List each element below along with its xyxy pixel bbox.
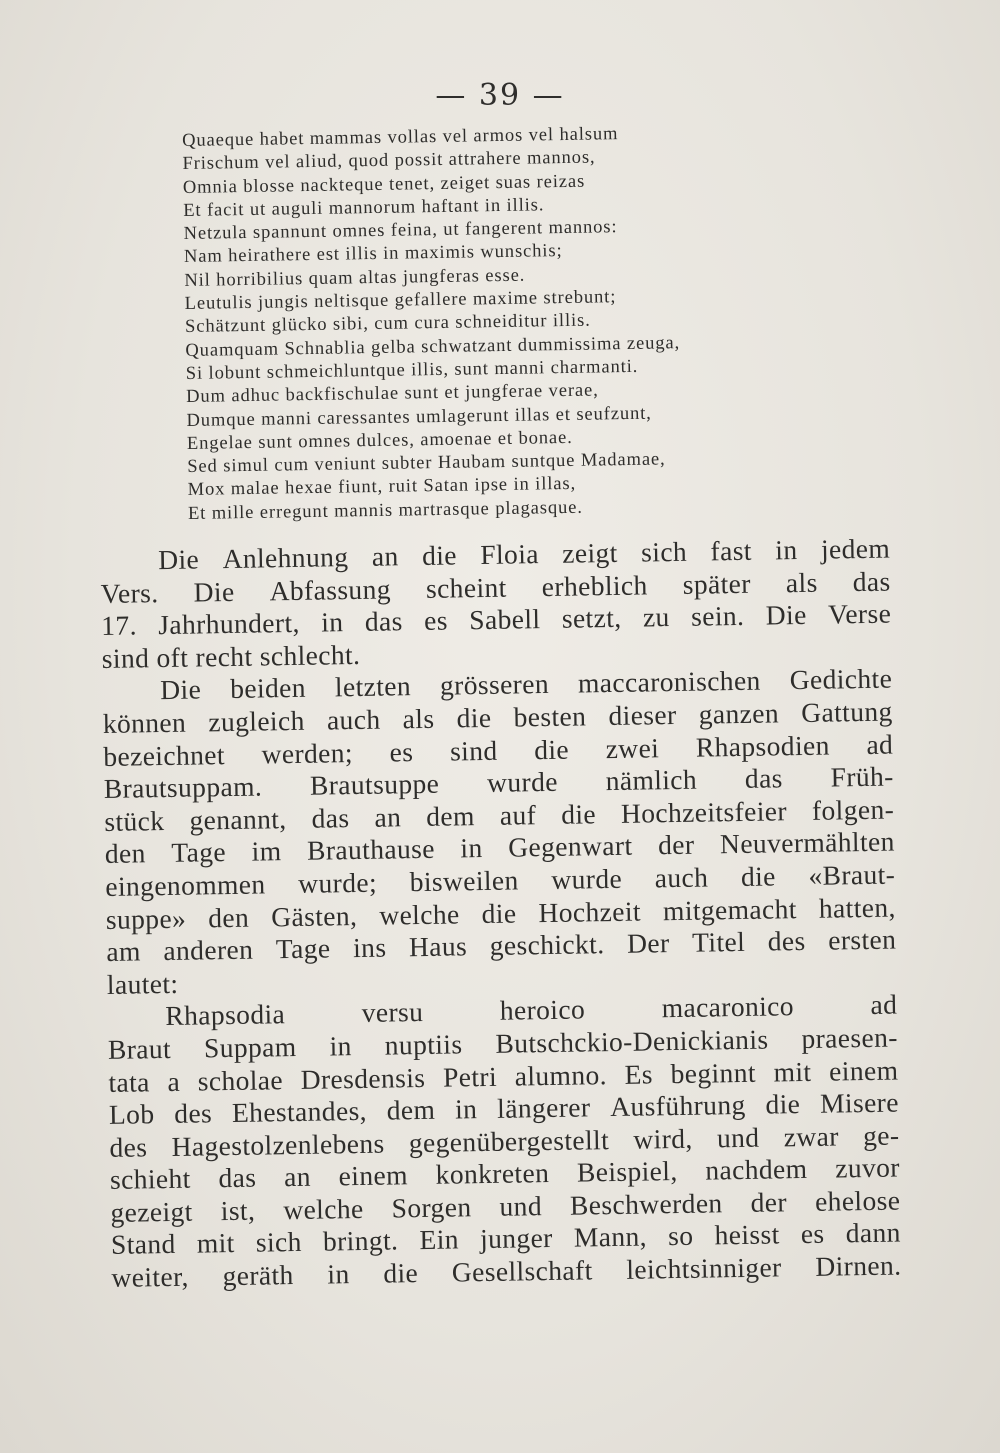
word: mit	[773, 1055, 812, 1087]
word: als	[785, 566, 818, 598]
word: so	[667, 1220, 694, 1252]
verse-line: Dum adhuc backfischulae sunt et jungferae verae,	[186, 380, 599, 408]
word: Rhapsodien	[695, 729, 830, 763]
word: sich	[640, 535, 688, 568]
latin-verse-block	[182, 120, 828, 526]
word: einem	[338, 1159, 409, 1192]
verse-line: Netzula spannunt omnes feina, ut fangerent mannos:	[183, 217, 618, 245]
word: das	[311, 801, 350, 834]
word: in	[320, 606, 344, 638]
word: Neuvermählten	[719, 825, 895, 860]
verse-line: Dumque manni caressantes umlagerunt illas et seufzunt,	[186, 403, 652, 431]
word: Titel	[691, 926, 746, 958]
prose-line: sind oft recht schlecht.	[101, 638, 361, 674]
word: es	[389, 735, 414, 768]
word: a	[167, 1065, 181, 1097]
word: Die	[193, 575, 235, 608]
word: Verse	[827, 597, 892, 630]
word: an	[374, 801, 402, 833]
word: beginnt	[670, 1056, 757, 1089]
word: ist,	[220, 1194, 256, 1227]
word: in	[460, 832, 483, 864]
word: die	[421, 539, 458, 571]
word: an	[371, 540, 399, 572]
word: Ehestandes,	[231, 1094, 368, 1129]
word: Gattung	[801, 695, 893, 728]
word: gegenübergestellt	[408, 1123, 610, 1158]
word: wurde;	[297, 866, 378, 899]
verse-line: Leutulis jungis neltisque gefallere maxime strebunt;	[184, 287, 617, 315]
word: geräth	[222, 1259, 294, 1292]
word: auf	[499, 798, 537, 831]
word: Tage	[275, 932, 331, 965]
word: Brauthause	[306, 833, 436, 867]
word: Haus	[408, 930, 468, 963]
word: Beispiel,	[576, 1155, 678, 1188]
word: grösseren	[439, 668, 550, 702]
verse-line: Quaeque habet mammas vollas vel armos vel halsum	[182, 124, 619, 151]
word: Anlehnung	[222, 541, 349, 575]
word: Die	[160, 673, 202, 706]
word: ad	[870, 988, 898, 1021]
word: welche	[379, 897, 460, 931]
word: den	[104, 837, 146, 870]
word: Vers.	[100, 576, 159, 609]
word: Lob	[108, 1098, 155, 1131]
word: und	[716, 1121, 760, 1154]
page-number: — 39 —	[435, 78, 565, 113]
word: dem	[386, 1093, 436, 1126]
verse-line: Et mille erregunt mannis martrasque plagasque.	[187, 497, 583, 524]
word: Tage	[171, 836, 227, 869]
word: das	[218, 1161, 257, 1194]
word: Misere	[819, 1086, 900, 1119]
word: schieht	[109, 1162, 191, 1196]
word: auch	[654, 861, 709, 894]
word: konkreten	[435, 1157, 550, 1191]
word: zwei	[605, 731, 660, 764]
word: ganzen	[698, 697, 780, 730]
word: ersten	[827, 923, 897, 956]
word: macaronico	[661, 990, 795, 1024]
word: des	[109, 1131, 148, 1163]
word: sein.	[690, 600, 745, 632]
prose-line: lautet:	[106, 967, 179, 1000]
word: zuvor	[834, 1151, 901, 1184]
word: Ausführung	[610, 1089, 746, 1123]
word: eingenommen	[105, 868, 266, 902]
word: das	[364, 605, 403, 638]
verse-line: Quamquam Schnablia gelba schwatzant dummissima zeuga,	[185, 332, 681, 361]
verse-line: Et facit ut auguli mannorum haftant in illis.	[183, 195, 545, 221]
word: zeigt	[562, 536, 618, 569]
verse-line: Mox malae hexae fiunt, ruit Satan ipse in illas,	[187, 474, 577, 501]
word: anderen	[163, 933, 254, 967]
word: heisst	[714, 1218, 780, 1251]
word: Der	[626, 927, 670, 959]
word: jedem	[820, 532, 891, 565]
word: mitgemacht	[662, 892, 798, 926]
word: Gegenwart	[507, 830, 633, 863]
word: Brautsuppe	[309, 767, 440, 801]
verse-line: Frischum vel aliud, quod possit attrahere mannos,	[182, 147, 596, 175]
word: Früh-	[830, 760, 894, 793]
word: die	[560, 797, 597, 830]
word: setzt,	[561, 602, 622, 634]
word: des	[767, 925, 806, 957]
verse-line: Si lobunt schmeichluntque illis, sunt manni charmanti.	[185, 356, 639, 384]
word: den	[207, 901, 250, 933]
word: folgen-	[811, 793, 895, 826]
word: besten	[513, 700, 587, 733]
word: die	[456, 701, 492, 734]
word: bezeichnet	[103, 738, 226, 772]
word: das	[852, 565, 891, 597]
word: versu	[361, 996, 424, 1029]
word: am	[106, 935, 142, 968]
word: an	[283, 1161, 312, 1193]
word: alumno.	[514, 1058, 608, 1092]
word: es	[800, 1218, 825, 1250]
word: suppe»	[105, 902, 187, 935]
word: sind	[449, 734, 498, 767]
word: es	[423, 604, 449, 637]
word: auch	[326, 703, 381, 736]
word: beiden	[229, 672, 307, 705]
word: Gesellschaft	[451, 1254, 593, 1288]
word: Die	[157, 543, 200, 576]
word: Sorgen	[391, 1191, 472, 1224]
word: des	[174, 1097, 213, 1129]
verse-line: Nil horribilius quam altas jungferas esse.	[184, 265, 526, 291]
word: dem	[426, 799, 476, 832]
word: praesen-	[801, 1021, 899, 1054]
word: mit	[196, 1227, 235, 1260]
word: in	[329, 1030, 352, 1062]
word: hatten,	[818, 891, 896, 924]
verse-line: Sed simul cum veniunt subter Haubam suntque Madamae,	[187, 449, 666, 478]
word: das	[744, 762, 784, 795]
word: Hochzeit	[538, 895, 642, 928]
word: die	[765, 1088, 801, 1120]
word: einem	[828, 1054, 899, 1087]
word: werden;	[261, 736, 354, 770]
word: ins	[352, 931, 387, 964]
word: ehelose	[814, 1184, 901, 1217]
word: in	[454, 1093, 478, 1125]
verse-line: Nam heirathere est illis in maximis wunschis;	[183, 241, 563, 268]
word: im	[251, 835, 282, 867]
word: tata	[108, 1065, 150, 1098]
word: weiter,	[111, 1260, 190, 1293]
word: Gästen,	[270, 899, 358, 932]
word: leichtsinniger	[626, 1251, 782, 1285]
word: dann	[845, 1216, 901, 1249]
word: Hagestolzenlebens	[171, 1127, 385, 1162]
word: die	[533, 733, 570, 765]
word: scholae	[197, 1063, 284, 1097]
word: Rhapsodia	[165, 998, 286, 1032]
word: Dresdensis	[300, 1061, 426, 1095]
word: dieser	[608, 698, 677, 732]
word: ge-	[862, 1119, 900, 1151]
word: später	[682, 567, 752, 600]
word: fast	[710, 534, 753, 567]
word: Petri	[442, 1060, 498, 1093]
word: Die	[765, 599, 807, 631]
word: in	[775, 534, 798, 566]
word: können	[102, 706, 187, 739]
word: welche	[283, 1192, 364, 1226]
word: ad	[866, 728, 894, 760]
word: wurde	[486, 765, 559, 799]
word: zugleich	[208, 704, 305, 738]
word: als	[402, 702, 435, 735]
word: Gedichte	[789, 662, 893, 696]
word: die	[740, 860, 776, 892]
word: scheint	[425, 571, 507, 604]
german-prose-block	[100, 533, 902, 1295]
word: geschickt.	[489, 928, 605, 962]
word: Mann,	[573, 1220, 648, 1254]
word: nämlich	[605, 763, 698, 797]
word: maccaronischen	[577, 665, 761, 699]
word: letzten	[334, 670, 412, 703]
word: 17.	[101, 609, 138, 642]
word: Stand	[110, 1228, 176, 1261]
word: erheblich	[541, 568, 648, 602]
verse-line: Schätzunt glücko sibi, cum cura schneiditur illis.	[184, 310, 591, 338]
word: junger	[479, 1222, 553, 1255]
word: Beschwerden	[569, 1187, 723, 1221]
word: Suppam	[203, 1030, 297, 1064]
word: Abfassung	[269, 573, 392, 606]
word: in	[327, 1258, 350, 1290]
verse-line: Engelae sunt omnes dulces, amoenae et bonae.	[186, 427, 573, 454]
word: «Braut-	[808, 858, 896, 891]
word: nuptiis	[384, 1028, 463, 1061]
word: zu	[642, 601, 670, 633]
word: bringt.	[322, 1224, 399, 1258]
word: die	[383, 1257, 419, 1289]
word: Dirnen.	[815, 1249, 902, 1282]
word: Jahrhundert,	[158, 607, 301, 641]
word: der	[750, 1186, 788, 1218]
word: und	[499, 1190, 543, 1222]
word: wird,	[633, 1122, 693, 1155]
word: heroico	[499, 993, 586, 1027]
word: gezeigt	[110, 1195, 193, 1228]
word: zwar	[783, 1120, 839, 1153]
word: Hochzeitsfeier	[620, 794, 788, 829]
word: Butschckio-Denickianis	[495, 1023, 769, 1059]
word: längerer	[496, 1091, 591, 1124]
word: stück	[104, 804, 165, 837]
word: genannt,	[189, 802, 287, 836]
word: bisweilen	[409, 864, 519, 898]
word: Ein	[419, 1223, 460, 1256]
word: die	[481, 897, 517, 929]
word: sich	[255, 1226, 303, 1259]
word: wurde	[551, 862, 623, 895]
word: Floia	[480, 538, 540, 571]
word: der	[657, 829, 695, 861]
verse-line: Omnia blosse nackteque tenet, zeiget suas reizas	[182, 171, 586, 198]
word: Es	[624, 1057, 654, 1090]
word: Sabell	[469, 603, 541, 636]
word: Braut	[107, 1032, 172, 1065]
word: nachdem	[705, 1153, 808, 1186]
word: Brautsuppam.	[103, 770, 263, 805]
